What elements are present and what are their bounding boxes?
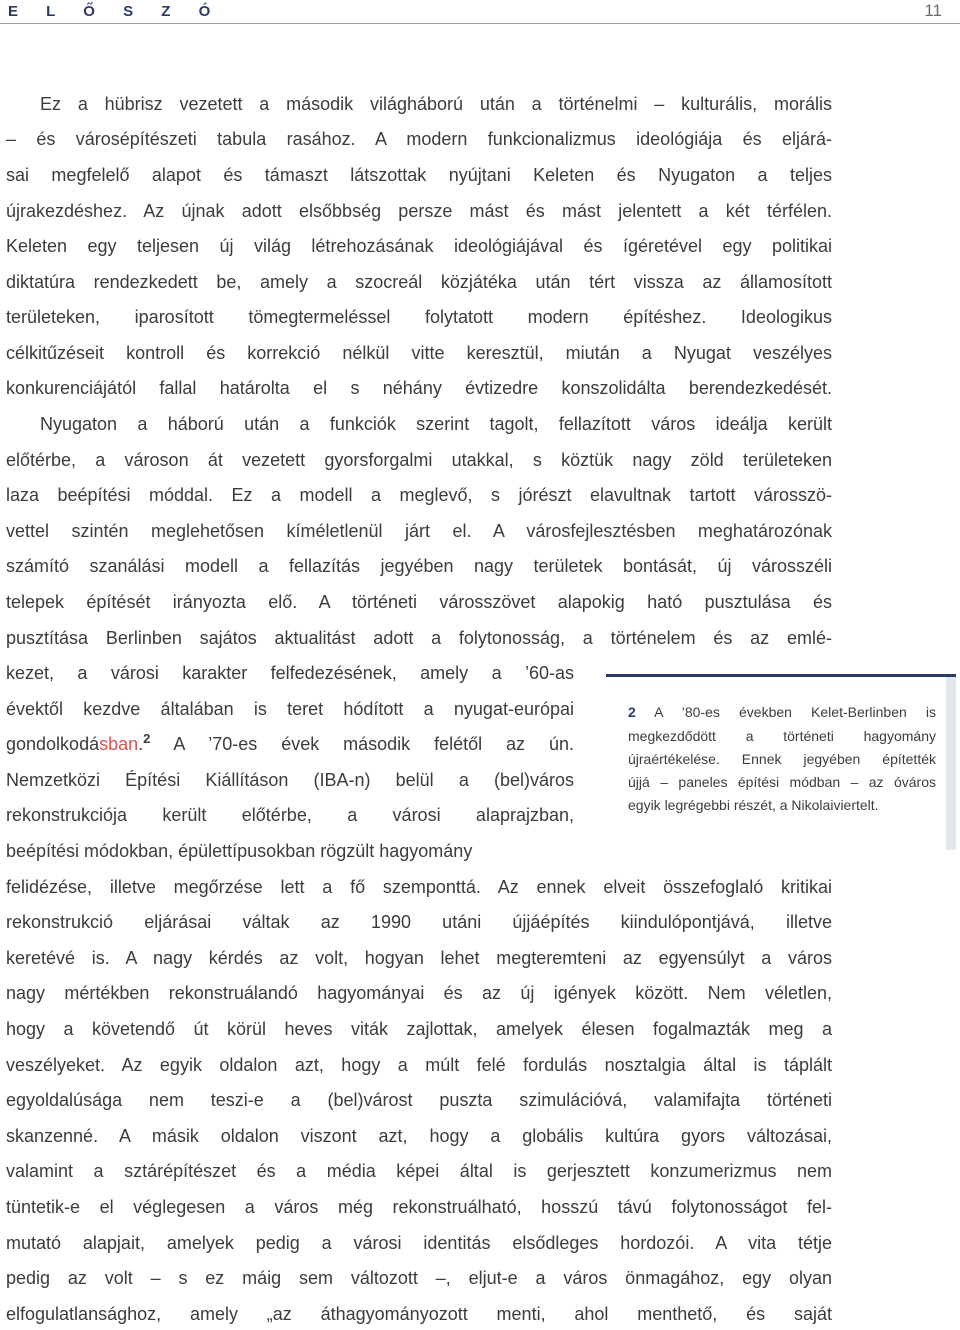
sidenote-line-text: A ’80-es években Kelet-Berlinben is bbox=[654, 704, 936, 720]
body-line: pusztítása Berlinben sajátos aktualitást adott a folytonosság, a történelem és az emlé- bbox=[6, 628, 832, 648]
body-line: kezet, a városi karakter felfedezésének, amely a ’60-as bbox=[6, 663, 574, 683]
body-line: telepek építését irányozta elő. A történeti városszövet alapokig ható pusztulása és bbox=[6, 592, 832, 612]
body-line: célkitűzéseit kontroll és korrekció nélkül vitte keresztül, miután a Nyugat veszélyes bbox=[6, 343, 832, 363]
body-line: újrakezdéshez. Az újnak adott elsőbbség persze mást és mást jelentett a két térfélen. bbox=[6, 201, 832, 221]
highlighted-word: gondolkodásban. bbox=[6, 734, 144, 754]
body-line: mutató alapjait, amelyek pedig a városi identitás elsődleges hordozói. A vita tétje bbox=[6, 1233, 832, 1253]
running-head bbox=[0, 0, 960, 28]
body-line: konkurenciájától fallal határolta el s néhány évtizedre konszolidálta berendezkedését. bbox=[6, 378, 832, 398]
body-line: veszélyeket. Az egyik oldalon azt, hogy a múlt felé fordulás nosztalgia által is táplált bbox=[6, 1055, 832, 1075]
body-line: Nyugaton a háború után a funkciók szerint tagolt, fellazított város ideálja került bbox=[40, 414, 832, 434]
header-rule bbox=[0, 23, 960, 24]
body-line: elfogulatlansághoz, amely „az áthagyományozott menti, ahol menthető, és saját bbox=[6, 1304, 832, 1324]
body-line: sai megfelelő alapot és támaszt látszottak nyújtani Keleten és Nyugaton a teljes bbox=[6, 165, 832, 185]
body-line: nagy mértékben rekonstruálandó hagyományai és az új igények között. Nem véletlen, bbox=[6, 983, 832, 1003]
body-line: előtérbe, a városon át vezetett gyorsforgalmi utakkal, s köztük nagy zöld területeken bbox=[6, 450, 832, 470]
body-line: felidézése, illetve megőrzése lett a fő szemponttá. Az ennek elveit összefoglaló kritikai bbox=[6, 877, 832, 897]
body-line: Nemzetközi Építési Kiállításon (IBA-n) belül a (bel)város bbox=[6, 770, 574, 790]
sidenote-line: megkezdődött a történeti hagyomány bbox=[628, 728, 936, 744]
sidenote-rule bbox=[606, 674, 956, 677]
body-line: Keleten egy teljesen új világ létrehozásának ideológiájával és ígéretével egy politikai bbox=[6, 236, 832, 256]
body-line: valamint a sztárépítészet és a média képei által is gerjesztett konzumerizmus nem bbox=[6, 1161, 832, 1181]
body-line: rekonstrukciója került előtérbe, a városi alaprajzban, bbox=[6, 805, 574, 825]
sidenote-2 bbox=[606, 674, 956, 850]
footnote-ref[interactable]: 2 bbox=[143, 731, 151, 746]
sidenote-line: újjá – paneles építési módban – az óváros bbox=[628, 774, 936, 790]
sidenote-line: újraértékelése. Ennek jegyében építették bbox=[628, 751, 936, 767]
body-line: rekonstrukció eljárásai váltak az 1990 utáni újjáépítés kiindulópontjává, illetve bbox=[6, 912, 832, 932]
highlight-fragment: sban bbox=[99, 734, 139, 754]
body-line: Ez a hübrisz vezetett a második világháború után a történelmi – kulturális, morális bbox=[40, 94, 832, 114]
body-line: diktatúra rendezkedett be, amely a szocreál közjátéka után tért vissza az államosított bbox=[6, 272, 832, 292]
body-line: számító szanálási modell a fellazítás jegyében nagy területek bontását, új városszéli bbox=[6, 556, 832, 576]
sidenote-shade bbox=[946, 677, 956, 850]
body-line: egyoldalúsága nem teszi-e a (bel)várost puszta szimulációvá, valamifajta történeti bbox=[6, 1090, 832, 1110]
page-number: 11 bbox=[924, 1, 942, 20]
body-line: pedig az volt – s ez máig sem változott –, eljut-e a város önmagához, egy olyan bbox=[6, 1268, 832, 1288]
body-line: évektől kezdve általában is teret hódított a nyugat-európai bbox=[6, 699, 574, 719]
body-line: területeken, iparosított tömegtermeléssel folytatott modern építéshez. Ideologikus bbox=[6, 307, 832, 327]
sidenote-number: 2 bbox=[628, 704, 636, 720]
footnote-following-text: A ’70-es évek második felétől az ún. bbox=[173, 734, 575, 754]
body-line: – és városépítészeti tabula rasához. A modern funkcionalizmus ideológiája és eljárá- bbox=[6, 129, 832, 149]
body-line: hogy a követendő út körül heves viták zajlottak, amelyek élesen fogalmazták meg a bbox=[6, 1019, 832, 1039]
body-line: tüntetik-e el véglegesen a város még rekonstruálható, hosszú távú folytonosságot fel- bbox=[6, 1197, 832, 1217]
body-line: beépítési módokban, épülettípusokban rögzült hagyomány bbox=[6, 841, 473, 861]
body-line: keretévé is. A nagy kérdés az volt, hogyan lehet megteremteni az egyensúlyt a város bbox=[6, 948, 832, 968]
sidenote-line: egyik legrégebbi részét, a Nikolaiviertelt. bbox=[628, 797, 879, 813]
running-title: E L Ő S Z Ó bbox=[8, 3, 223, 20]
body-line: skanzenné. A másik oldalon viszont azt, hogy a globális kultúra gyors változásai, bbox=[6, 1126, 832, 1146]
sidenote-line bbox=[628, 703, 936, 721]
body-line-with-footnote bbox=[6, 733, 574, 755]
body-line: laza beépítési móddal. Ez a modell a meglevő, s jórészt elavultnak tartott városszö- bbox=[6, 485, 832, 505]
body-line: vettel szintén meglehetősen kíméletlenül járt el. A városfejlesztésben meghatározónak bbox=[6, 521, 832, 541]
